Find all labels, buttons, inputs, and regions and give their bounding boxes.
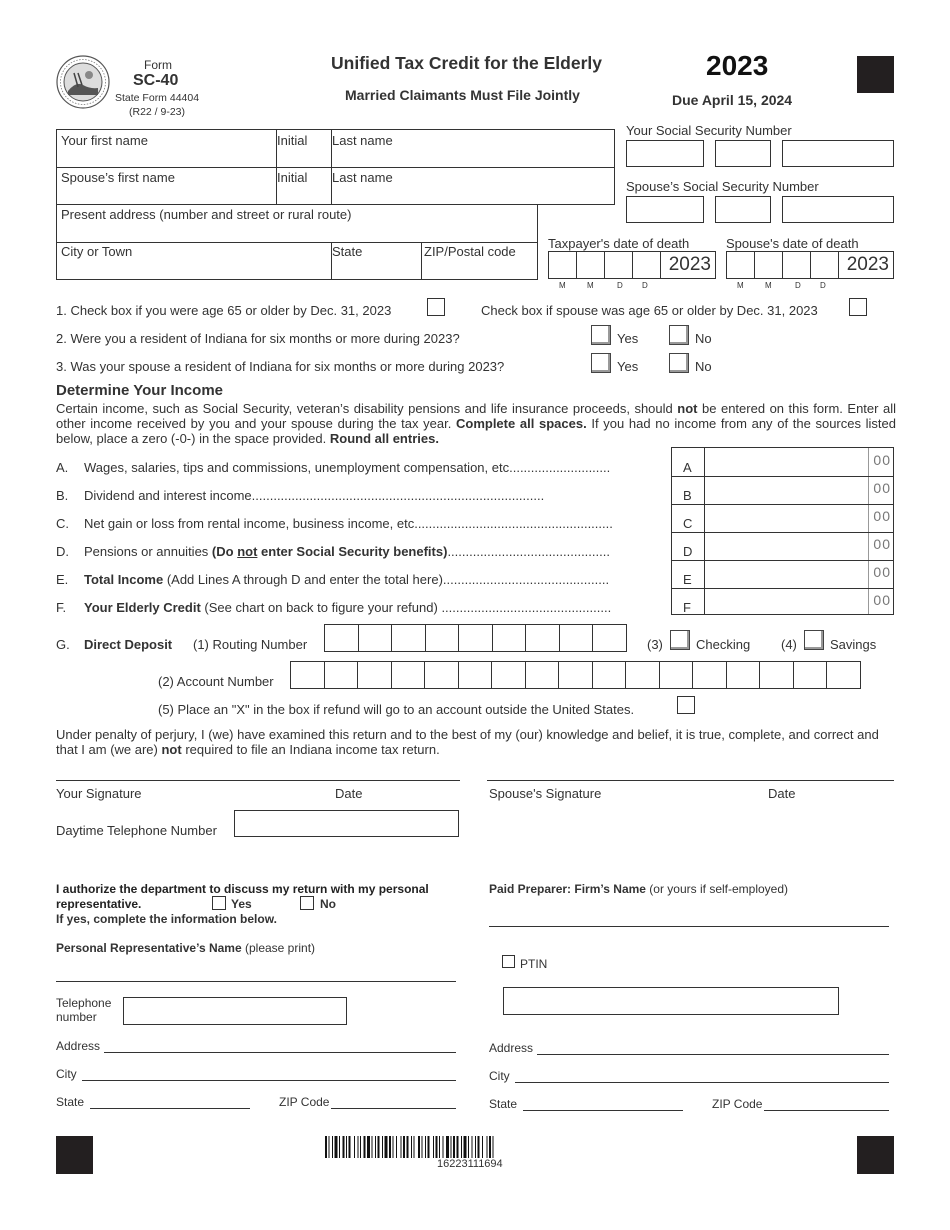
- leader-dots: .................................................................................: [251, 488, 545, 503]
- rep-zip-label: ZIP Code: [279, 1095, 330, 1109]
- line-letter: E.: [56, 572, 69, 587]
- spouse-age-65-checkbox[interactable]: [849, 298, 867, 316]
- authorize-statement: I authorize the department to discuss my return with my personal representative.: [56, 882, 429, 911]
- q3-no-checkbox[interactable]: [669, 353, 689, 373]
- spouse-signature-line[interactable]: [487, 780, 894, 781]
- registration-mark-bottom-right: [857, 1136, 894, 1174]
- city-field[interactable]: City or Town: [61, 244, 133, 259]
- spouse-date-label: Date: [768, 786, 796, 801]
- line-e-box-letter: E: [683, 572, 692, 587]
- tax-year: 2023: [706, 50, 769, 81]
- address-field[interactable]: Present address (number and street or rural route): [61, 207, 352, 222]
- ptin-label: PTIN: [520, 957, 548, 971]
- rep-yes-label: Yes: [231, 897, 252, 911]
- spouse-death-date-input[interactable]: [726, 251, 894, 279]
- due-date: Due April 15, 2024: [672, 92, 793, 108]
- preparer-firm-line[interactable]: [489, 926, 889, 927]
- perjury-statement: Under penalty of perjury, I (we) have examined this return and to the best of my (our) knowledge and belief, it is true, complete, and correct and that I am (we are) not required to file an Indiana income tax return.: [56, 727, 879, 757]
- registration-mark-bottom-left: [56, 1136, 93, 1174]
- spouse-last-name-field[interactable]: Last name: [332, 170, 393, 185]
- rep-state-line[interactable]: [90, 1108, 250, 1109]
- preparer-state-line[interactable]: [523, 1110, 683, 1111]
- line-c: [56, 516, 613, 531]
- line-c-cents: 00: [873, 508, 891, 524]
- q2-yes-label: Yes: [617, 331, 639, 346]
- account-number-label: (2) Account Number: [158, 674, 274, 689]
- barcode: [325, 1136, 623, 1158]
- your-signature-label: Your Signature: [56, 786, 142, 801]
- line-f-cents: 00: [873, 592, 891, 608]
- routing-number-label: (1) Routing Number: [193, 637, 308, 652]
- q2-no-checkbox[interactable]: [669, 325, 689, 345]
- preparer-firm-label: Paid Preparer: Firm’s Name (or yours if self-employed): [489, 882, 789, 896]
- ssn-part1-input[interactable]: [626, 140, 704, 167]
- line-d-amount-input[interactable]: [704, 532, 894, 559]
- preparer-zip-label: ZIP Code: [712, 1097, 763, 1111]
- line-b-cents: 00: [873, 480, 891, 496]
- if-yes-note: If yes, complete the information below.: [56, 912, 277, 926]
- spouse-ssn-part2-input[interactable]: [715, 196, 771, 223]
- dd-hint: D: [820, 281, 826, 290]
- q3-yes-checkbox[interactable]: [591, 353, 611, 373]
- ssn-part3-input[interactable]: [782, 140, 894, 167]
- rep-zip-line[interactable]: [331, 1108, 456, 1109]
- spouse-ssn-part1-input[interactable]: [626, 196, 704, 223]
- ssn-label: Your Social Security Number: [626, 123, 792, 138]
- rep-name-label: Personal Representative’s Name (please print): [56, 941, 316, 955]
- checking-checkbox[interactable]: [670, 630, 690, 650]
- rep-state-label: State: [56, 1095, 85, 1109]
- line-d-bold-2: enter Social Security benefits): [257, 544, 448, 559]
- line-a-cents: 00: [873, 452, 891, 468]
- barcode-graphic: [325, 1136, 623, 1158]
- taxpayer-death-date-input[interactable]: [548, 251, 716, 279]
- foreign-account-checkbox[interactable]: [677, 696, 695, 714]
- line-c-amount-input[interactable]: [704, 504, 894, 531]
- preparer-address-label: Address: [489, 1041, 534, 1055]
- dd-hint: D: [642, 281, 648, 290]
- mm-hint: M: [559, 281, 566, 290]
- rep-address-line[interactable]: [104, 1052, 456, 1053]
- line-e: [56, 572, 609, 587]
- age-65-checkbox[interactable]: [427, 298, 445, 316]
- rep-no-label: No: [320, 897, 336, 911]
- savings-label: Savings: [830, 637, 877, 652]
- last-name-field[interactable]: Last name: [332, 133, 393, 148]
- line-d-label: Pensions or annuities: [84, 544, 212, 559]
- state-seal: [56, 55, 110, 109]
- rep-name-line[interactable]: [56, 981, 456, 982]
- state-form-number: State Form 44404: [115, 92, 200, 104]
- option-3-label: (3): [647, 637, 663, 652]
- line-letter: D.: [56, 544, 69, 559]
- mm-hint: M: [765, 281, 772, 290]
- dd-hint: D: [795, 281, 801, 290]
- line-d-box-letter: D: [683, 544, 693, 559]
- question-1: 1. Check box if you were age 65 or older by Dec. 31, 2023: [56, 303, 392, 318]
- spouse-death-label: Spouse's date of death: [726, 236, 859, 251]
- revision: (R22 / 9-23): [129, 106, 186, 118]
- line-a-box-letter: A: [683, 460, 692, 475]
- line-b-label: Dividend and interest income: [84, 488, 252, 503]
- q3-no-label: No: [695, 359, 712, 374]
- question-3: 3. Was your spouse a resident of Indiana for six months or more during 2023?: [56, 359, 505, 374]
- line-f-label: (See chart on back to figure your refund): [200, 600, 442, 615]
- state-field[interactable]: State: [332, 244, 363, 259]
- line-c-label: Net gain or loss from rental income, business income, etc: [84, 516, 415, 531]
- preparer-city-line[interactable]: [515, 1082, 889, 1083]
- spouse-initial-field[interactable]: Initial: [277, 170, 308, 185]
- line-d-cents: 00: [873, 536, 891, 552]
- line-f-bold: Your Elderly Credit: [84, 600, 201, 615]
- account-number-input[interactable]: [290, 661, 861, 689]
- signature-line[interactable]: [56, 780, 460, 781]
- ptin-input[interactable]: [503, 987, 839, 1015]
- spouse-ssn-label: Spouse’s Social Security Number: [626, 179, 819, 194]
- spouse-first-name-field[interactable]: Spouse’s first name: [61, 170, 175, 185]
- line-letter: C.: [56, 516, 69, 531]
- mm-hint: M: [587, 281, 594, 290]
- spouse-death-year: 2023: [846, 254, 889, 275]
- preparer-state-label: State: [489, 1097, 518, 1111]
- first-name-field[interactable]: Your first name: [61, 133, 148, 148]
- leader-dots: .......................................................: [414, 516, 613, 531]
- line-letter: A.: [56, 460, 69, 475]
- line-letter: B.: [56, 488, 69, 503]
- line-e-amount-input[interactable]: [704, 560, 894, 587]
- spouse-ssn-part3-input[interactable]: [782, 196, 894, 223]
- leader-dots: ..............................................: [442, 572, 610, 587]
- leader-dots: ............................: [509, 460, 611, 475]
- rep-telephone-input[interactable]: [123, 997, 347, 1025]
- line-a-amount-input[interactable]: [704, 448, 894, 475]
- rep-city-label: City: [56, 1067, 77, 1081]
- line-d-not: not: [237, 544, 258, 559]
- q3-yes-label: Yes: [617, 359, 639, 374]
- dd-hint: D: [617, 281, 623, 290]
- form-subtitle: Married Claimants Must File Jointly: [345, 87, 580, 103]
- line-a: [56, 460, 610, 475]
- routing-number-input[interactable]: [324, 624, 627, 652]
- leader-dots: ...............................................: [441, 600, 612, 615]
- ssn-part2-input[interactable]: [715, 140, 771, 167]
- form-title: Unified Tax Credit for the Elderly: [331, 53, 602, 73]
- line-a-label: Wages, salaries, tips and commissions, unemployment compensation, etc: [84, 460, 510, 475]
- mm-hint: M: [737, 281, 744, 290]
- preparer-zip-line[interactable]: [764, 1110, 889, 1111]
- savings-checkbox[interactable]: [804, 630, 824, 650]
- line-f-amount-input[interactable]: [704, 588, 894, 615]
- barcode-number: 16223111694: [437, 1158, 503, 1170]
- date-label: Date: [335, 786, 363, 801]
- income-heading: Determine Your Income: [56, 382, 223, 399]
- preparer-city-label: City: [489, 1069, 510, 1083]
- taxpayer-death-label: Taxpayer's date of death: [548, 236, 690, 251]
- q2-no-label: No: [695, 331, 712, 346]
- q2-yes-checkbox[interactable]: [591, 325, 611, 345]
- line-e-label: (Add Lines A through D and enter the total here): [163, 572, 443, 587]
- spouse-signature-label: Spouse's Signature: [489, 786, 602, 801]
- line-d: [56, 544, 610, 559]
- initial-field[interactable]: Initial: [277, 133, 308, 148]
- rep-telephone-label: Telephone number: [56, 996, 112, 1024]
- form-word: Form: [144, 58, 172, 72]
- preparer-address-line[interactable]: [537, 1054, 889, 1055]
- foreign-account-label: (5) Place an "X" in the box if refund will go to an account outside the United States.: [158, 702, 635, 717]
- line-c-box-letter: C: [683, 516, 693, 531]
- line-e-cents: 00: [873, 564, 891, 580]
- line-f-box-letter: F: [683, 600, 691, 615]
- direct-deposit-label: Direct Deposit: [84, 637, 173, 652]
- rep-yes-checkbox[interactable]: [212, 896, 226, 910]
- registration-mark-top-right: [857, 56, 894, 93]
- form-number: SC-40: [133, 72, 179, 89]
- leader-dots: .............................................: [447, 544, 610, 559]
- ptin-checkbox[interactable]: [502, 955, 515, 968]
- zip-field[interactable]: ZIP/Postal code: [424, 244, 516, 259]
- daytime-phone-label: Daytime Telephone Number: [56, 823, 217, 838]
- line-g-letter: G.: [56, 637, 70, 652]
- checking-label: Checking: [696, 637, 751, 652]
- question-2: 2. Were you a resident of Indiana for six months or more during 2023?: [56, 331, 460, 346]
- line-b-amount-input[interactable]: [704, 476, 894, 503]
- taxpayer-death-year: 2023: [668, 254, 711, 275]
- line-letter: F.: [56, 600, 67, 615]
- rep-city-line[interactable]: [82, 1080, 456, 1081]
- line-e-bold: Total Income: [84, 572, 164, 587]
- question-1-spouse: Check box if spouse was age 65 or older by Dec. 31, 2023: [481, 303, 818, 318]
- daytime-phone-input[interactable]: [234, 810, 459, 837]
- income-intro: Certain income, such as Social Security, veteran’s disability pensions and life insurance proceeds, should not be entered on this form. Enter all other income received by you and your spouse during the tax year. Complete all spaces. If you had no income from any of the sources listed below, place a zero (-0-) in the space provided. Round all entries.: [56, 401, 896, 446]
- option-4-label: (4): [781, 637, 797, 652]
- line-b-box-letter: B: [683, 488, 692, 503]
- line-f: [56, 600, 611, 615]
- rep-address-label: Address: [56, 1039, 101, 1053]
- line-d-bold: (Do: [211, 544, 238, 559]
- rep-no-checkbox[interactable]: [300, 896, 314, 910]
- line-b: [56, 488, 544, 503]
